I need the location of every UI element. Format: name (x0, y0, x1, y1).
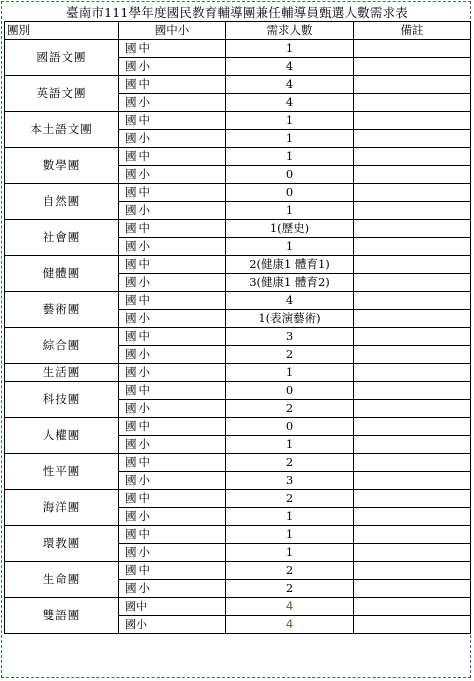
note-cell (354, 436, 471, 454)
note-cell (354, 112, 471, 130)
domain-cell: 本土語文團 (5, 112, 119, 148)
level-cell: 國小 (119, 346, 226, 364)
domain-cell: 科技團 (5, 382, 119, 418)
table-row (5, 454, 471, 472)
level-cell: 國中 (119, 184, 226, 202)
count-cell: 4 (226, 94, 354, 112)
count-cell: 3 (226, 472, 354, 490)
level-cell: 國中 (119, 148, 226, 166)
header-domain: 團別 (5, 22, 119, 40)
table-row (5, 148, 471, 166)
note-cell (354, 616, 471, 634)
table-row (5, 40, 471, 58)
note-cell (354, 58, 471, 76)
document-title: 臺南市111學年度國民教育輔導團兼任輔導員甄選人數需求表 (66, 5, 408, 20)
table-row (5, 256, 471, 274)
count-cell: 4 (226, 292, 354, 310)
level-cell: 國小 (119, 436, 226, 454)
table-row (5, 112, 471, 130)
count-cell: 2 (226, 454, 354, 472)
note-cell (354, 418, 471, 436)
level-cell: 國中 (119, 256, 226, 274)
level-cell: 國小 (119, 310, 226, 328)
level-cell: 國中 (119, 328, 226, 346)
note-cell (354, 130, 471, 148)
table-row (5, 526, 471, 544)
level-cell: 國中 (119, 112, 226, 130)
count-cell: 1 (226, 238, 354, 256)
domain-cell: 數學團 (5, 148, 119, 184)
count-cell: 1(歷史) (226, 220, 354, 238)
count-cell: 4 (226, 598, 354, 616)
level-cell: 國中 (119, 598, 226, 616)
domain-cell: 雙語團 (5, 598, 119, 634)
domain-cell: 藝術團 (5, 292, 119, 328)
demand-table (4, 21, 471, 648)
count-cell: 1 (226, 508, 354, 526)
level-cell: 國中 (119, 220, 226, 238)
level-cell: 國中 (119, 454, 226, 472)
level-cell: 國中 (119, 292, 226, 310)
table-row (5, 76, 471, 94)
domain-cell: 英語文團 (5, 76, 119, 112)
count-cell: 0 (226, 166, 354, 184)
note-cell (354, 256, 471, 274)
count-cell: 1 (226, 436, 354, 454)
note-cell (354, 400, 471, 418)
table-row (5, 382, 471, 400)
header-row (5, 22, 471, 40)
domain-cell: 人權團 (5, 418, 119, 454)
table-row (5, 184, 471, 202)
table-row (5, 562, 471, 580)
count-cell: 0 (226, 184, 354, 202)
table-row (5, 328, 471, 346)
note-cell (354, 292, 471, 310)
count-cell: 1 (226, 148, 354, 166)
count-cell: 4 (226, 58, 354, 76)
count-cell: 2(健康1 體育1) (226, 256, 354, 274)
level-cell: 國中 (119, 562, 226, 580)
note-cell (354, 490, 471, 508)
note-cell (354, 544, 471, 562)
table-row (5, 364, 471, 382)
count-cell: 2 (226, 562, 354, 580)
note-cell (354, 526, 471, 544)
note-cell (354, 238, 471, 256)
count-cell: 0 (226, 418, 354, 436)
count-cell: 1 (226, 112, 354, 130)
note-cell (354, 76, 471, 94)
level-cell: 國小 (119, 364, 226, 382)
count-cell: 3 (226, 328, 354, 346)
note-cell (354, 382, 471, 400)
domain-cell: 社會團 (5, 220, 119, 256)
table-row (5, 418, 471, 436)
level-cell: 國中 (119, 526, 226, 544)
level-cell: 國中 (119, 40, 226, 58)
level-cell: 國小 (119, 58, 226, 76)
level-cell: 國小 (119, 202, 226, 220)
level-cell: 國小 (119, 580, 226, 598)
blank-cell (226, 634, 354, 649)
count-cell: 4 (226, 76, 354, 94)
domain-cell: 性平團 (5, 454, 119, 490)
level-cell: 國小 (119, 94, 226, 112)
table-body (5, 40, 471, 634)
header-note: 備註 (354, 22, 471, 40)
note-cell (354, 598, 471, 616)
count-cell: 4 (226, 616, 354, 634)
domain-cell: 自然團 (5, 184, 119, 220)
note-cell (354, 40, 471, 58)
count-cell: 1 (226, 202, 354, 220)
note-cell (354, 94, 471, 112)
domain-cell: 環教團 (5, 526, 119, 562)
header-count: 需求人數 (226, 22, 354, 40)
level-cell: 國小 (119, 130, 226, 148)
count-cell: 1 (226, 130, 354, 148)
level-cell: 國小 (119, 472, 226, 490)
domain-cell: 綜合團 (5, 328, 119, 364)
level-cell: 國小 (119, 238, 226, 256)
count-cell: 1 (226, 364, 354, 382)
level-cell: 國中 (119, 490, 226, 508)
note-cell (354, 364, 471, 382)
count-cell: 0 (226, 382, 354, 400)
level-cell: 國小 (119, 508, 226, 526)
note-cell (354, 472, 471, 490)
blank-cell (5, 634, 119, 649)
note-cell (354, 508, 471, 526)
note-cell (354, 562, 471, 580)
level-cell: 國小 (119, 400, 226, 418)
level-cell: 國小 (119, 544, 226, 562)
blank-cell (119, 634, 226, 649)
table-row (5, 292, 471, 310)
note-cell (354, 202, 471, 220)
note-cell (354, 184, 471, 202)
count-cell: 1 (226, 526, 354, 544)
level-cell: 國小 (119, 274, 226, 292)
level-cell: 國中 (119, 382, 226, 400)
table-row (5, 598, 471, 616)
domain-cell: 健體團 (5, 256, 119, 292)
level-cell: 國小 (119, 166, 226, 184)
blank-cell (354, 634, 471, 649)
note-cell (354, 454, 471, 472)
count-cell: 3(健康1 體育2) (226, 274, 354, 292)
domain-cell: 海洋團 (5, 490, 119, 526)
note-cell (354, 274, 471, 292)
count-cell: 1(表演藝術) (226, 310, 354, 328)
header-level: 國中小 (119, 22, 226, 40)
count-cell: 2 (226, 580, 354, 598)
note-cell (354, 580, 471, 598)
note-cell (354, 148, 471, 166)
level-cell: 國小 (119, 616, 226, 634)
domain-cell: 生命團 (5, 562, 119, 598)
domain-cell: 國語文團 (5, 40, 119, 76)
count-cell: 1 (226, 544, 354, 562)
note-cell (354, 166, 471, 184)
count-cell: 2 (226, 490, 354, 508)
count-cell: 2 (226, 400, 354, 418)
note-cell (354, 310, 471, 328)
level-cell: 國中 (119, 76, 226, 94)
domain-cell: 生活團 (5, 364, 119, 382)
blank-row (5, 634, 471, 649)
count-cell: 2 (226, 346, 354, 364)
note-cell (354, 328, 471, 346)
table-row (5, 220, 471, 238)
note-cell (354, 220, 471, 238)
count-cell: 1 (226, 40, 354, 58)
table-row (5, 490, 471, 508)
level-cell: 國中 (119, 418, 226, 436)
note-cell (354, 346, 471, 364)
